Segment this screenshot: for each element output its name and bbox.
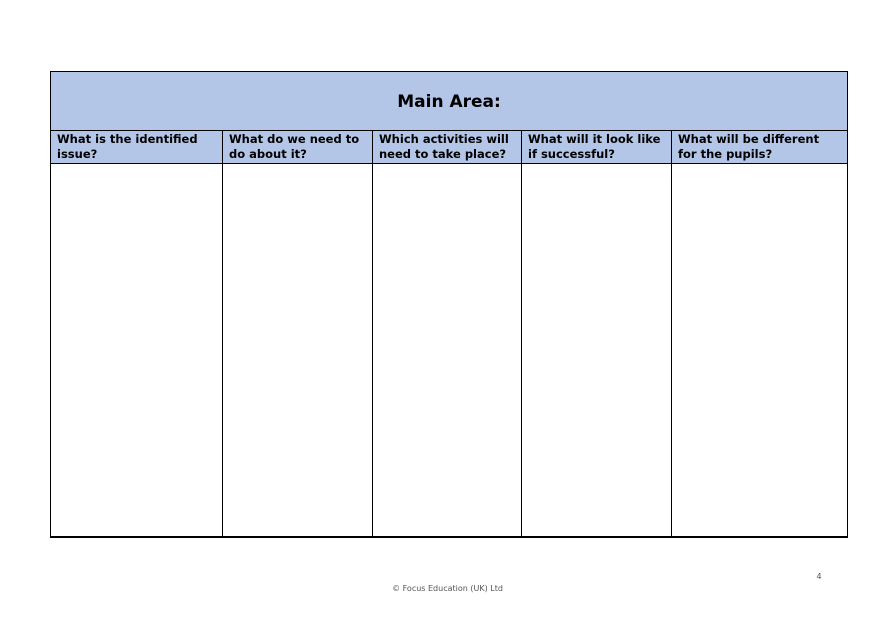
table-cell-what-to-do[interactable] bbox=[223, 164, 373, 538]
page-number: 4 bbox=[816, 572, 822, 581]
table-title: Main Area: bbox=[51, 72, 848, 131]
column-header-activities: Which activities will need to take place? bbox=[373, 131, 522, 164]
table-cell-pupil-difference[interactable] bbox=[672, 164, 848, 538]
column-header-success-criteria: What will it look like if successful? bbox=[522, 131, 672, 164]
copyright-notice: © Focus Education (UK) Ltd bbox=[392, 584, 503, 593]
column-header-row bbox=[51, 131, 848, 164]
table-title-row bbox=[51, 72, 848, 131]
table-cell-identified-issue[interactable] bbox=[51, 164, 223, 538]
column-header-identified-issue: What is the identified issue? bbox=[51, 131, 223, 164]
table-cell-activities[interactable] bbox=[373, 164, 522, 538]
column-header-pupil-difference: What will be different for the pupils? bbox=[672, 131, 848, 164]
table-cell-success-criteria[interactable] bbox=[522, 164, 672, 538]
column-header-what-to-do: What do we need to do about it? bbox=[223, 131, 373, 164]
planning-table bbox=[50, 71, 848, 538]
table-row bbox=[51, 164, 848, 538]
